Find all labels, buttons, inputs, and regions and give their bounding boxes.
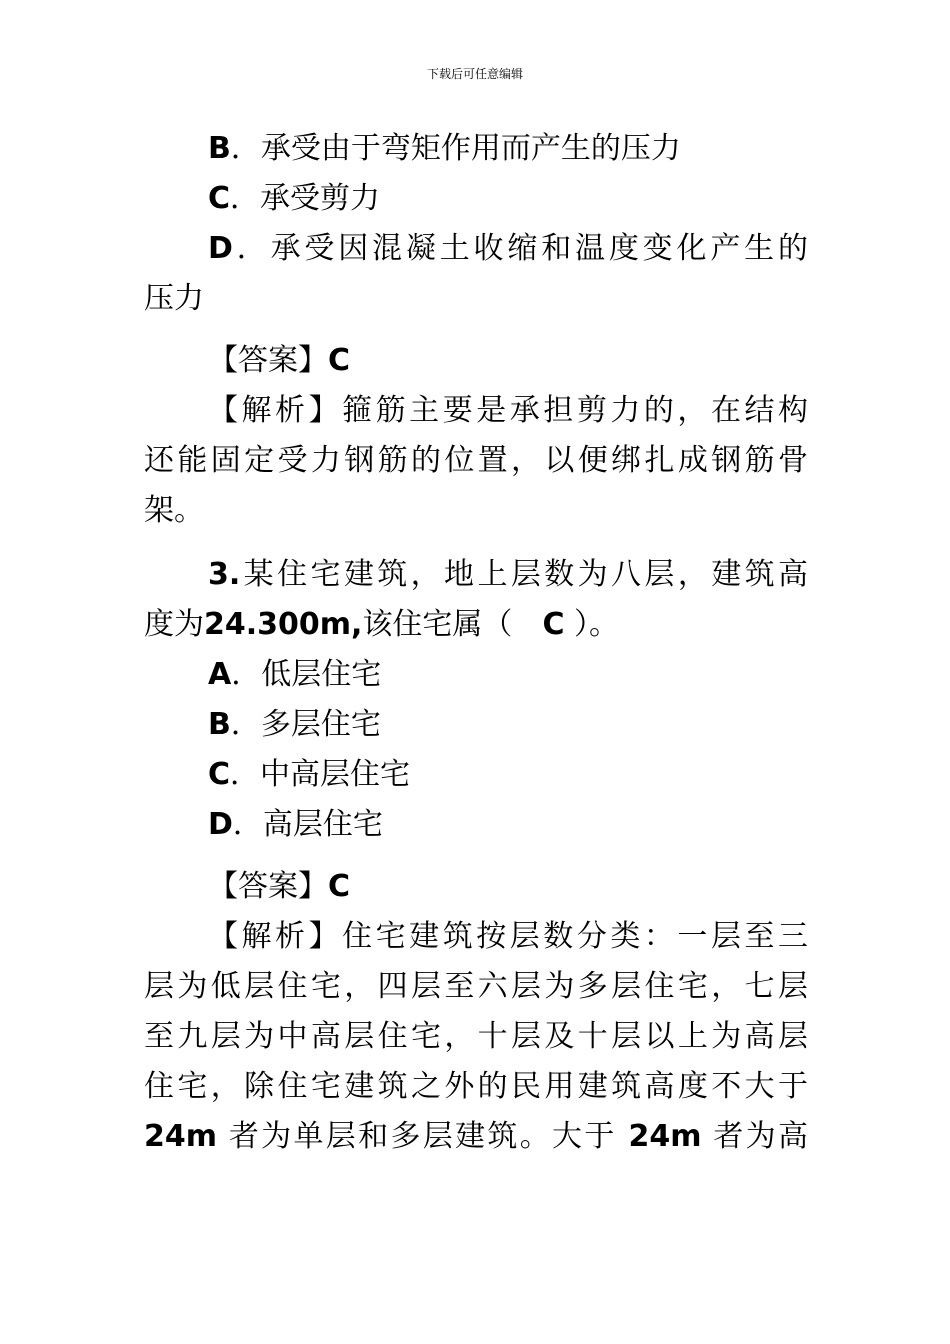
- page-header: 下载后可任意编辑: [426, 67, 523, 81]
- q3-stem-line-1: [144, 550, 808, 600]
- option-letter: C: [208, 757, 231, 792]
- explanation-text: 者为高: [701, 1119, 808, 1154]
- q2-explanation-line-3: 架。: [144, 493, 204, 528]
- height-value: 24m: [628, 1119, 702, 1154]
- question-number: 3.: [208, 557, 241, 592]
- answer-value: C: [328, 869, 351, 904]
- question-text: 某住宅建筑，地上层数为八层，建筑高: [240, 557, 808, 592]
- option-text: ．承受因混凝土收缩和温度变化产生的: [232, 231, 808, 266]
- question-text: ）。: [564, 607, 620, 642]
- q3-explanation-line-3: 至九层为中高层住宅，十层及十层以上为高层: [144, 1019, 808, 1054]
- option-text: ．多层住宅: [230, 707, 381, 742]
- q2-explanation-line-1: [144, 386, 808, 436]
- building-height: 24.300m,: [204, 607, 363, 642]
- answer-label: 【答案】: [208, 869, 328, 904]
- option-text: ．中高层住宅: [230, 757, 411, 792]
- q2-option-c: [144, 174, 808, 224]
- q2-explanation-line-2: 还能固定受力钢筋的位置，以便绑扎成钢筋骨: [144, 443, 808, 478]
- q3-explanation-line-5: [144, 1112, 808, 1162]
- q2-option-d: [144, 224, 808, 274]
- document-body: [144, 124, 808, 1162]
- q3-explanation-line-1: [144, 912, 808, 962]
- q2-option-d-cont: 压力: [144, 281, 204, 316]
- option-letter: D: [208, 231, 233, 266]
- q3-option-a: [144, 650, 808, 700]
- q3-answer: [144, 862, 808, 912]
- explanation-label: 【解析】: [208, 393, 343, 428]
- option-text: ．承受由于弯矩作用而产生的压力: [230, 131, 681, 166]
- q3-option-d: [144, 800, 808, 850]
- q3-option-b: [144, 700, 808, 750]
- q2-option-b: [144, 124, 808, 174]
- explanation-text: 箍筋主要是承担剪力的，在结构: [342, 393, 809, 428]
- q3-option-c: [144, 750, 808, 800]
- option-letter: C: [208, 181, 231, 216]
- q3-explanation-line-2: 层为低层住宅，四层至六层为多层住宅，七层: [144, 969, 808, 1004]
- question-text: 该住宅属（: [362, 607, 543, 642]
- q3-explanation-line-4: 住宅，除住宅建筑之外的民用建筑高度不大于: [144, 1069, 808, 1104]
- inline-answer: C: [542, 607, 565, 642]
- explanation-label: 【解析】: [208, 919, 343, 954]
- option-letter: B: [208, 707, 231, 742]
- q2-answer: [144, 336, 808, 386]
- height-value: 24m: [144, 1119, 218, 1154]
- option-text: ．高层住宅: [232, 807, 383, 842]
- option-text: ．低层住宅: [231, 657, 382, 692]
- answer-label: 【答案】: [208, 343, 328, 378]
- explanation-text: 者为单层和多层建筑。大于: [217, 1119, 629, 1154]
- answer-value: C: [328, 343, 351, 378]
- q3-stem-line-2: [144, 600, 808, 650]
- question-text: 度为: [144, 607, 204, 642]
- option-letter: B: [208, 131, 231, 166]
- explanation-text: 住宅建筑按层数分类：一层至三: [342, 919, 809, 954]
- option-text: ．承受剪力: [230, 181, 381, 216]
- option-letter: D: [208, 807, 233, 842]
- option-letter: A: [208, 657, 232, 692]
